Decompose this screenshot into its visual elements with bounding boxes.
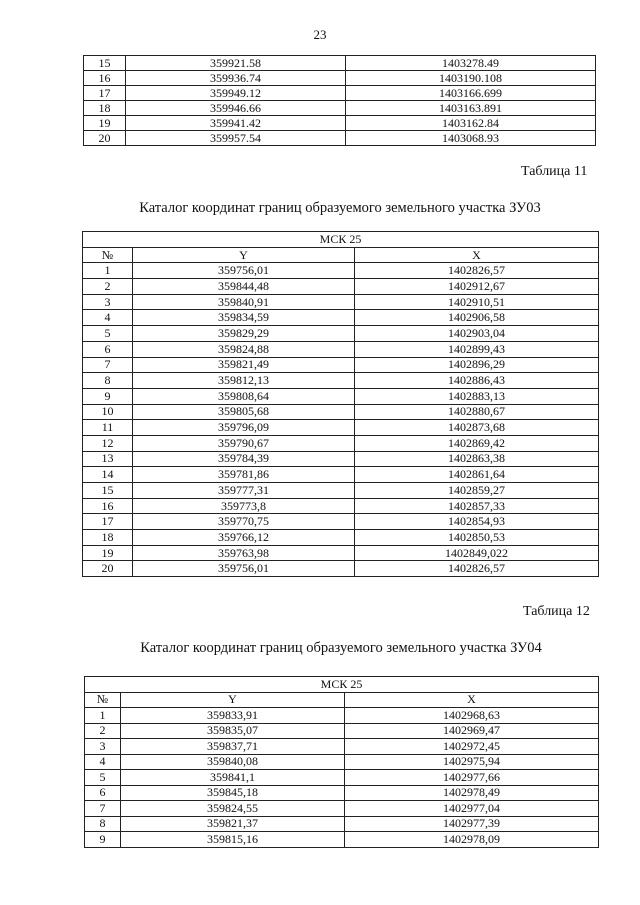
table-12-heading: Каталог координат границ образуемого земельного участка ЗУ04 — [140, 640, 542, 656]
table-row — [83, 357, 599, 373]
table-header-row — [85, 692, 599, 708]
y-coordinate-cell: 359763,98 — [133, 545, 355, 561]
x-coordinate-cell: 1402880,67 — [355, 404, 599, 420]
x-coordinate-cell: 1402968,63 — [345, 708, 599, 724]
table-row — [85, 785, 599, 801]
x-coordinate-cell: 1402977,39 — [345, 816, 599, 832]
point-number-cell: 15 — [83, 483, 133, 499]
y-coordinate-cell: 359957.54 — [126, 131, 346, 146]
point-number-cell: 10 — [83, 404, 133, 420]
point-number-cell: 16 — [83, 498, 133, 514]
point-number-cell: 19 — [84, 116, 126, 131]
point-number-cell: 18 — [83, 530, 133, 546]
header-number: № — [85, 692, 121, 708]
table-row — [83, 294, 599, 310]
table-row — [83, 310, 599, 326]
y-coordinate-cell: 359790,67 — [133, 435, 355, 451]
table-row — [83, 279, 599, 295]
x-coordinate-cell: 1402910,51 — [355, 294, 599, 310]
y-coordinate-cell: 359921.58 — [126, 56, 346, 71]
x-coordinate-cell: 1402886,43 — [355, 373, 599, 389]
table-row — [85, 708, 599, 724]
y-coordinate-cell: 359840,91 — [133, 294, 355, 310]
x-coordinate-cell: 1402969,47 — [345, 723, 599, 739]
y-coordinate-cell: 359834,59 — [133, 310, 355, 326]
x-coordinate-cell: 1402906,58 — [355, 310, 599, 326]
table-row — [84, 56, 596, 71]
point-number-cell: 9 — [83, 388, 133, 404]
y-coordinate-cell: 359821,49 — [133, 357, 355, 373]
table-row — [83, 341, 599, 357]
point-number-cell: 6 — [83, 341, 133, 357]
y-coordinate-cell: 359845,18 — [121, 785, 345, 801]
table-row — [83, 451, 599, 467]
y-coordinate-cell: 359821,37 — [121, 816, 345, 832]
x-coordinate-cell: 1402869,42 — [355, 435, 599, 451]
header-y: Y — [133, 247, 355, 263]
table-row — [84, 71, 596, 86]
table-row — [85, 801, 599, 817]
table-row — [83, 498, 599, 514]
x-coordinate-cell: 1403162.84 — [346, 116, 596, 131]
point-number-cell: 12 — [83, 435, 133, 451]
x-coordinate-cell: 1402903,04 — [355, 326, 599, 342]
y-coordinate-cell: 359829,29 — [133, 326, 355, 342]
point-number-cell: 3 — [85, 739, 121, 755]
header-y: Y — [121, 692, 345, 708]
x-coordinate-cell: 1402975,94 — [345, 754, 599, 770]
table-row — [85, 832, 599, 848]
x-coordinate-cell: 1403190.108 — [346, 71, 596, 86]
point-number-cell: 17 — [84, 86, 126, 101]
coordinate-table-continuation — [83, 55, 596, 146]
table-row — [83, 420, 599, 436]
table-row — [83, 373, 599, 389]
table-system-row — [85, 677, 599, 693]
table-row — [84, 86, 596, 101]
table-system-row — [83, 232, 599, 248]
table-11-heading: Каталог координат границ образуемого земельного участка ЗУ03 — [139, 200, 541, 216]
table-row — [83, 561, 599, 577]
x-coordinate-cell: 1402854,93 — [355, 514, 599, 530]
table-row — [85, 770, 599, 786]
x-coordinate-cell: 1403068.93 — [346, 131, 596, 146]
page-number: 23 — [313, 27, 327, 42]
x-coordinate-cell: 1402977,66 — [345, 770, 599, 786]
y-coordinate-cell: 359844,48 — [133, 279, 355, 295]
point-number-cell: 8 — [83, 373, 133, 389]
y-coordinate-cell: 359949.12 — [126, 86, 346, 101]
y-coordinate-cell: 359833,91 — [121, 708, 345, 724]
y-coordinate-cell: 359805,68 — [133, 404, 355, 420]
x-coordinate-cell: 1402826,57 — [355, 263, 599, 279]
table-row — [83, 483, 599, 499]
point-number-cell: 20 — [83, 561, 133, 577]
x-coordinate-cell: 1402859,27 — [355, 483, 599, 499]
table-row — [83, 404, 599, 420]
point-number-cell: 4 — [83, 310, 133, 326]
x-coordinate-cell: 1402883,13 — [355, 388, 599, 404]
table-row — [85, 723, 599, 739]
header-x: X — [355, 247, 599, 263]
table-row — [85, 739, 599, 755]
table-row — [83, 435, 599, 451]
header-x: X — [345, 692, 599, 708]
x-coordinate-cell: 1403163.891 — [346, 101, 596, 116]
point-number-cell: 7 — [85, 801, 121, 817]
point-number-cell: 5 — [83, 326, 133, 342]
x-coordinate-cell: 1402826,57 — [355, 561, 599, 577]
y-coordinate-cell: 359781,86 — [133, 467, 355, 483]
x-coordinate-cell: 1402978,49 — [345, 785, 599, 801]
point-number-cell: 7 — [83, 357, 133, 373]
y-coordinate-cell: 359837,71 — [121, 739, 345, 755]
point-number-cell: 15 — [84, 56, 126, 71]
point-number-cell: 17 — [83, 514, 133, 530]
x-coordinate-cell: 1402972,45 — [345, 739, 599, 755]
y-coordinate-cell: 359936.74 — [126, 71, 346, 86]
x-coordinate-cell: 1402850,53 — [355, 530, 599, 546]
y-coordinate-cell: 359835,07 — [121, 723, 345, 739]
table-row — [85, 816, 599, 832]
x-coordinate-cell: 1402978,09 — [345, 832, 599, 848]
x-coordinate-cell: 1402861,64 — [355, 467, 599, 483]
y-coordinate-cell: 359815,16 — [121, 832, 345, 848]
y-coordinate-cell: 359784,39 — [133, 451, 355, 467]
coordinate-system-cell: МСК 25 — [83, 232, 599, 248]
point-number-cell: 18 — [84, 101, 126, 116]
point-number-cell: 16 — [84, 71, 126, 86]
table-row — [85, 754, 599, 770]
y-coordinate-cell: 359941.42 — [126, 116, 346, 131]
x-coordinate-cell: 1402899,43 — [355, 341, 599, 357]
y-coordinate-cell: 359824,88 — [133, 341, 355, 357]
y-coordinate-cell: 359777,31 — [133, 483, 355, 499]
table-row — [83, 388, 599, 404]
x-coordinate-cell: 1402863,38 — [355, 451, 599, 467]
x-coordinate-cell: 1402912,67 — [355, 279, 599, 295]
y-coordinate-cell: 359766,12 — [133, 530, 355, 546]
y-coordinate-cell: 359946.66 — [126, 101, 346, 116]
x-coordinate-cell: 1402873,68 — [355, 420, 599, 436]
table-row — [83, 467, 599, 483]
point-number-cell: 3 — [83, 294, 133, 310]
point-number-cell: 14 — [83, 467, 133, 483]
y-coordinate-cell: 359824,55 — [121, 801, 345, 817]
x-coordinate-cell: 1402977,04 — [345, 801, 599, 817]
point-number-cell: 2 — [85, 723, 121, 739]
point-number-cell: 11 — [83, 420, 133, 436]
table-row — [83, 545, 599, 561]
point-number-cell: 19 — [83, 545, 133, 561]
point-number-cell: 13 — [83, 451, 133, 467]
y-coordinate-cell: 359808,64 — [133, 388, 355, 404]
table-row — [84, 101, 596, 116]
point-number-cell: 1 — [83, 263, 133, 279]
coordinate-table-zu03 — [82, 231, 599, 577]
y-coordinate-cell: 359812,13 — [133, 373, 355, 389]
table-row — [84, 131, 596, 146]
table-header-row — [83, 247, 599, 263]
x-coordinate-cell: 1403278.49 — [346, 56, 596, 71]
point-number-cell: 6 — [85, 785, 121, 801]
table-12-caption: Таблица 12 — [523, 604, 590, 619]
y-coordinate-cell: 359840,08 — [121, 754, 345, 770]
point-number-cell: 1 — [85, 708, 121, 724]
x-coordinate-cell: 1403166.699 — [346, 86, 596, 101]
y-coordinate-cell: 359756,01 — [133, 561, 355, 577]
y-coordinate-cell: 359770,75 — [133, 514, 355, 530]
coordinate-table-zu04 — [84, 676, 599, 848]
point-number-cell: 2 — [83, 279, 133, 295]
point-number-cell: 20 — [84, 131, 126, 146]
x-coordinate-cell: 1402849,022 — [355, 545, 599, 561]
point-number-cell: 4 — [85, 754, 121, 770]
y-coordinate-cell: 359796,09 — [133, 420, 355, 436]
table-row — [83, 263, 599, 279]
point-number-cell: 5 — [85, 770, 121, 786]
table-row — [83, 514, 599, 530]
y-coordinate-cell: 359756,01 — [133, 263, 355, 279]
table-row — [84, 116, 596, 131]
x-coordinate-cell: 1402896,29 — [355, 357, 599, 373]
table-row — [83, 326, 599, 342]
table-11-caption: Таблица 11 — [521, 164, 588, 179]
y-coordinate-cell: 359773,8 — [133, 498, 355, 514]
x-coordinate-cell: 1402857,33 — [355, 498, 599, 514]
y-coordinate-cell: 359841,1 — [121, 770, 345, 786]
header-number: № — [83, 247, 133, 263]
point-number-cell: 8 — [85, 816, 121, 832]
coordinate-system-cell: МСК 25 — [85, 677, 599, 693]
point-number-cell: 9 — [85, 832, 121, 848]
table-row — [83, 530, 599, 546]
